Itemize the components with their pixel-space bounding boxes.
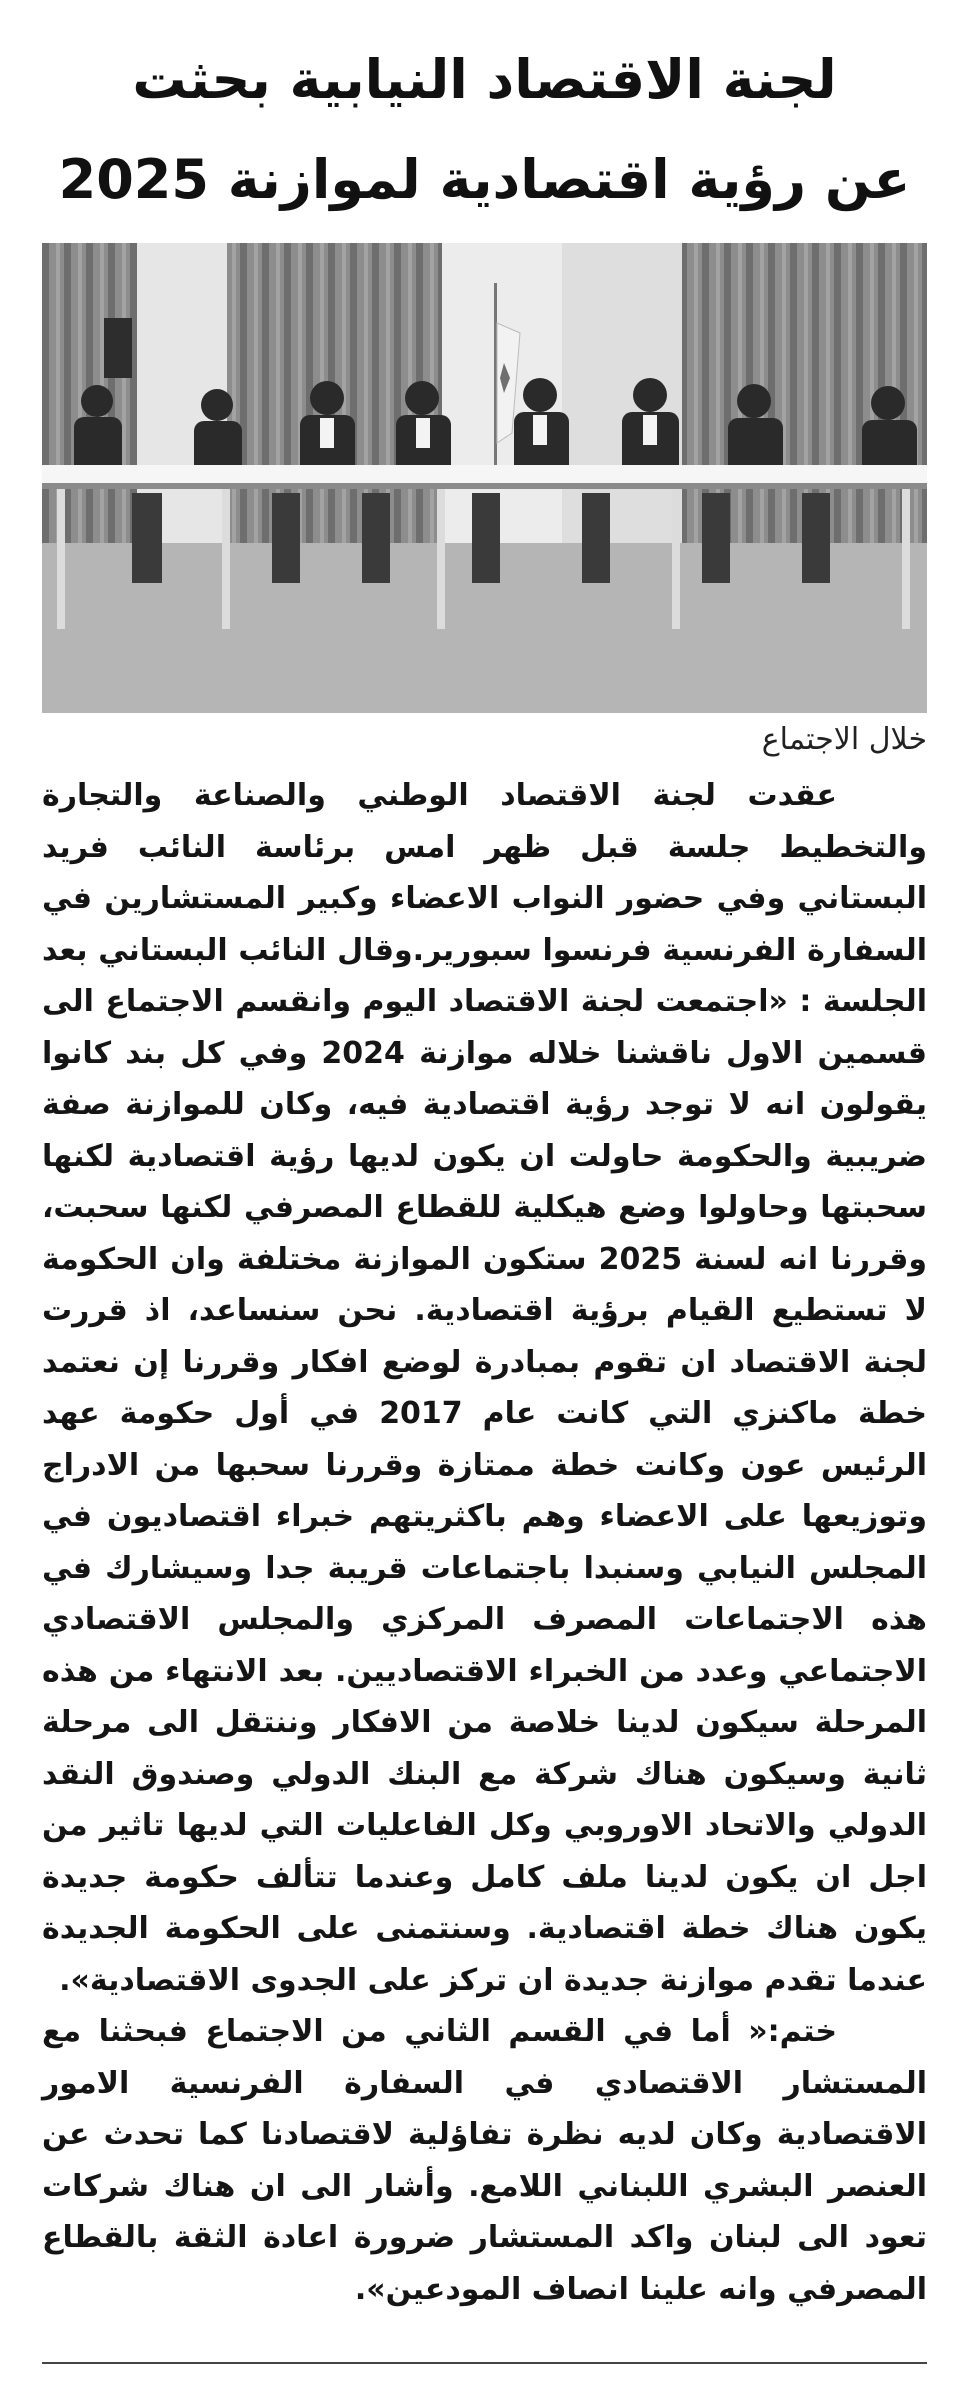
article-paragraph-1: عقدت لجنة الاقتصاد الوطني والصناعة والتجارة والتخطيط جلسة قبل ظهر امس برئاسة النائب فريد البستاني وفي حضور النواب الاعضاء وكبير المستشارين في السفارة الفرنسية فرنسوا سبورير.وقال النائب البستاني بعد الجلسة : «اجتمعت لجنة الاقتصاد اليوم وانقسم الاجتماع الى قسمين الاول ناقشنا خلاله موازنة 2024 وفي كل بند كانوا يقولون انه لا توجد رؤية اقتصادية فيه، وكان للموازنة صفة ضريبية والحكومة حاولت ان يكون لديها رؤية اقتصادية لكنها سحبتها وحاولوا وضع هيكلية للقطاع المصرفي لكنها سحبت، وقررنا انه لسنة 2025 ستكون الموازنة مختلفة وان الحكومة لا تستطيع القيام برؤية اقتصادية. نحن سنساعد، اذ قررت لجنة الاقتصاد ان تقوم بمبادرة لوضع افكار وقررنا إن نعتمد خطة ماكنزي التي كانت عام 2017 في أول حكومة عهد الرئيس عون وكانت خطة ممتازة وقررنا سحبها من الادراج وتوزيعها على الاعضاء وهم باكثريتهم خبراء اقتصاديون في المجلس النيابي وسنبدا باجتماعات قريبة جدا وسيشارك في هذه الاجتماعات المصرف المركزي والمجلس الاقتصادي الاجتماعي وعدد من الخبراء الاقتصاديين. بعد الانتهاء من هذه المرحلة سيكون لدينا خلاصة من الافكار وننتقل الى مرحلة ثانية وسيكون هناك شركة مع البنك الدولي وصندوق النقد الدولي والاتحاد الاوروبي وكل الفاعليات التي لديها تاثير من اجل ان يكون لدينا ملف كامل وعندما تتألف حكومة جديدة يكون هناك خطة اقتصادية. وسنتمنى على الحكومة الجديدة عندما تقدم موازنة جديدة ان تركز على الجدوى الاقتصادية». xyxy=(42,778,927,1998)
bottom-divider xyxy=(42,2362,927,2364)
headline xyxy=(40,30,929,230)
headline-line-2: عن رؤية اقتصادية لموازنة 2025 xyxy=(58,148,911,211)
photo-caption: خلال الاجتماع xyxy=(761,722,927,757)
headline-line-1: لجنة الاقتصاد النيابية بحثت xyxy=(132,48,837,111)
article-body xyxy=(42,770,927,2315)
meeting-photo xyxy=(42,243,927,713)
article-paragraph-2: ختم:« أما في القسم الثاني من الاجتماع فبحثنا مع المستشار الاقتصادي في السفارة الفرنسية الامور الاقتصادية وكان لديه نظرة تفاؤلية لاقتصادنا كما تحدث عن العنصر البشري اللبناني اللامع. وأشار الى ان هناك شركات تعود الى لبنان واكد المستشار ضرورة اعادة الثقة بالقطاع المصرفي وانه علينا انصاف المودعين». xyxy=(42,2014,927,2307)
